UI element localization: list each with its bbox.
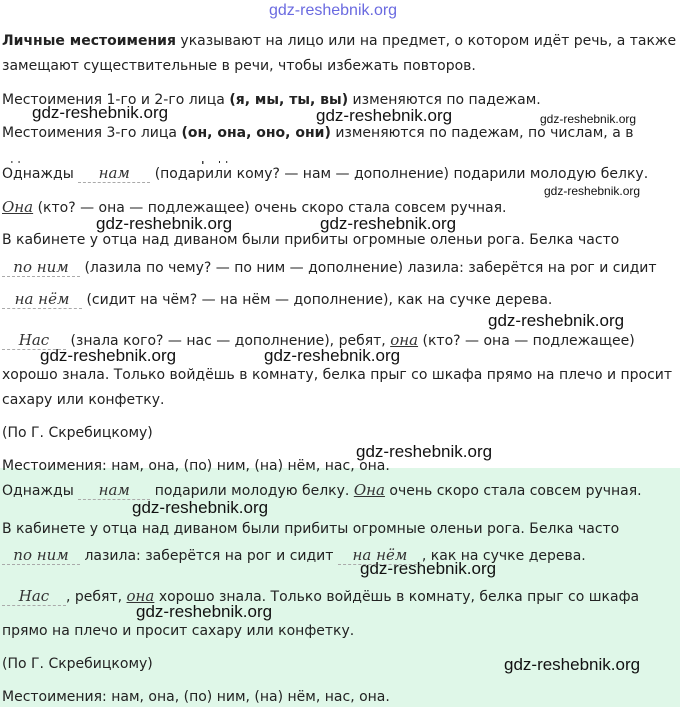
rule-2-bold: (он, она, оно, они) — [181, 125, 331, 141]
text: (подарили кому? — нам — дополнение) подарили молодую белку. — [154, 166, 649, 182]
fill-slot: по ним — [2, 546, 80, 565]
watermark: gdz-reshebnik.org — [540, 112, 637, 126]
watermark: gdz-reshebnik.org — [136, 602, 273, 621]
task-s8: сахару или конфетку. — [2, 392, 165, 408]
task-s3: В кабинете у отца над диваном были прибиты огромные оленьи рога. Белка часто — [2, 232, 620, 248]
text: (кто? — она — подлежащее) — [418, 333, 635, 349]
rule-1-tail: изменяются по падежам. — [348, 92, 541, 108]
fill-word: она — [390, 331, 419, 349]
text: хорошо знала. Только войдёшь в комнату, белка прыг со шкафа — [154, 589, 640, 605]
watermark: gdz-reshebnik.org — [264, 346, 401, 365]
watermark: gdz-reshebnik.org — [544, 184, 641, 198]
watermark: gdz-reshebnik.org — [132, 498, 269, 517]
answer-l3 — [2, 546, 586, 565]
fill-slot: нам — [78, 164, 150, 183]
watermark: gdz-reshebnik.org — [316, 106, 453, 125]
watermark: gdz-reshebnik.org — [488, 311, 625, 330]
text: Однажды — [2, 483, 74, 499]
intro-term: Личные местоимения — [2, 33, 176, 49]
text: лазила: заберётся на рог и сидит — [84, 548, 334, 564]
text: , ребят, — [66, 589, 127, 605]
answer-l4 — [2, 587, 639, 606]
watermark: gdz-reshebnik.org — [320, 214, 457, 233]
rule-2-text: Местоимения 3-го лица — [2, 125, 182, 141]
answer-l2: В кабинете у отца над диваном были прибиты огромные оленьи рога. Белка часто — [2, 521, 620, 537]
rule-2-tail: изменяются по падежам, по числам, а в — [330, 125, 634, 141]
task-s4 — [2, 258, 657, 277]
answer-list: Местоимения: нам, она, (по) ним, (на) нём, нас, она. — [2, 689, 390, 705]
fill-slot: по ним — [2, 258, 80, 277]
text: очень скоро стала совсем ручная. — [384, 483, 642, 499]
fill-slot: Нас — [2, 587, 66, 606]
watermark: gdz-reshebnik.org — [32, 103, 169, 122]
task-s1 — [2, 164, 648, 183]
fill-slot: Нас — [2, 331, 66, 350]
watermark-top: gdz-reshebnik.org — [269, 2, 398, 19]
text: (лазила по чему? — по ним — дополнение) лазила: заберётся на рог и сидит — [84, 260, 657, 276]
intro-text: указывают на лицо или на предмет, о котором идёт речь, а также — [175, 33, 677, 49]
watermark: gdz-reshebnik.org — [504, 655, 641, 674]
text: Однажды — [2, 166, 74, 182]
text: (сидит на чём? — на нём — дополнение), как на сучке дерева. — [86, 292, 553, 308]
task-s5 — [2, 290, 552, 309]
text: (знала кого? — нас — дополнение), ребят, — [70, 333, 391, 349]
task-list: Местоимения: нам, она, (по) ним, (на) нём, нас, она. — [2, 458, 390, 474]
rule-1-text: Местоимения 1-го и 2-го лица — [2, 92, 230, 108]
watermark: gdz-reshebnik.org — [360, 559, 497, 578]
text: (кто? — она — подлежащее) очень скоро стала совсем ручная. — [33, 200, 507, 216]
task-s7: хорошо знала. Только войдёшь в комнату, белка прыг со шкафа прямо на плечо и просит — [2, 367, 673, 383]
fill-word: Она — [353, 481, 385, 499]
fill-slot: нам — [78, 481, 150, 500]
intro-line-1 — [2, 32, 676, 50]
rule-1-bold: (я, мы, ты, вы) — [229, 92, 349, 108]
answer-author: (По Г. Скребицкому) — [2, 656, 153, 672]
text: подарили молодую белку. — [154, 483, 354, 499]
text: , как на сучке дерева. — [421, 548, 586, 564]
watermark: gdz-reshebnik.org — [40, 346, 177, 365]
answer-l5: прямо на плечо и просит сахару или конфетку. — [2, 623, 355, 639]
watermark: gdz-reshebnik.org — [356, 442, 493, 461]
fill-word: она — [126, 587, 155, 605]
watermark: gdz-reshebnik.org — [96, 214, 233, 233]
intro-line-2: замещают существительные в речи, чтобы избежать повторов. — [2, 58, 476, 74]
rule-2 — [2, 124, 633, 142]
fill-word: Она — [2, 198, 34, 216]
fill-slot: на нём — [2, 290, 82, 309]
answer-l1 — [2, 481, 642, 500]
task-author: (По Г. Скребицкому) — [2, 425, 153, 441]
fill-slot: на нём — [338, 546, 422, 565]
crop-edge — [0, 153, 680, 161]
